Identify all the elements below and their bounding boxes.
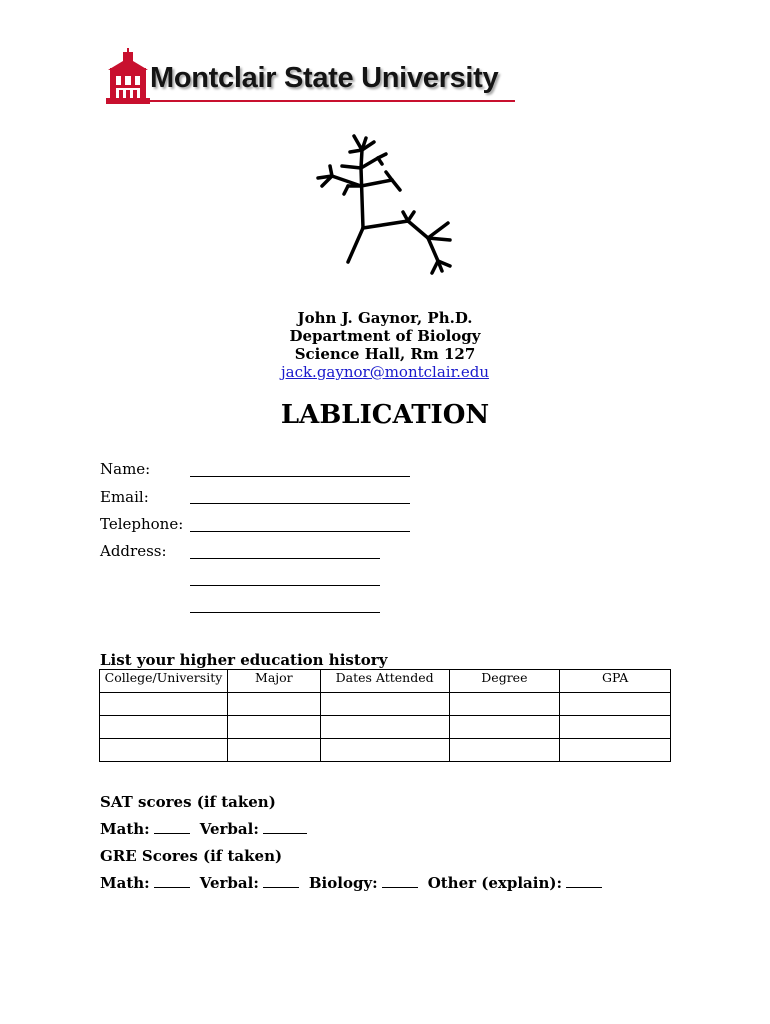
table-cell[interactable] — [560, 693, 671, 716]
column-header: Degree — [449, 670, 560, 693]
gre-heading: GRE Scores (if taken) — [100, 847, 283, 865]
logo-divider — [150, 100, 515, 102]
table-cell[interactable] — [227, 693, 320, 716]
table-header-row — [100, 670, 671, 693]
table-row — [100, 739, 671, 762]
gre-biology-label: Biology: — [308, 874, 378, 892]
contact-email-link[interactable]: jack.gaynor@montclair.edu — [280, 363, 490, 381]
sat-scores-row — [100, 820, 307, 838]
gre-verbal-label: Verbal: — [199, 874, 259, 892]
address-field-line-3[interactable] — [190, 612, 380, 613]
contact-name: John J. Gaynor, Ph.D. — [297, 309, 473, 327]
email-label: Email: — [100, 488, 149, 506]
table-row — [100, 716, 671, 739]
column-header: Major — [227, 670, 320, 693]
table-row — [100, 693, 671, 716]
table-cell[interactable] — [449, 739, 560, 762]
table-cell[interactable] — [560, 739, 671, 762]
table-cell[interactable] — [320, 739, 449, 762]
email-field[interactable] — [190, 503, 410, 504]
sat-verbal-field[interactable] — [263, 832, 307, 834]
sat-heading: SAT scores (if taken) — [100, 793, 276, 811]
address-field-line-1[interactable] — [190, 558, 380, 559]
address-label: Address: — [100, 542, 167, 560]
gre-scores-row — [100, 874, 602, 892]
phylogenetic-tree-icon — [310, 128, 460, 278]
table-cell[interactable] — [227, 739, 320, 762]
name-field[interactable] — [190, 476, 410, 477]
telephone-label: Telephone: — [100, 515, 184, 533]
table-cell[interactable] — [560, 716, 671, 739]
form-title: LABLICATION — [280, 400, 490, 430]
gre-math-field[interactable] — [154, 886, 190, 888]
gre-verbal-field[interactable] — [263, 886, 299, 888]
table-cell[interactable] — [449, 716, 560, 739]
college-hall-icon — [104, 48, 152, 106]
university-logo — [104, 48, 152, 106]
table-cell[interactable] — [320, 693, 449, 716]
contact-location: Science Hall, Rm 127 — [294, 345, 476, 363]
sat-math-label: Math: — [100, 820, 150, 838]
column-header: Dates Attended — [320, 670, 449, 693]
gre-other-field[interactable] — [566, 886, 602, 888]
gre-other-label: Other (explain): — [427, 874, 562, 892]
table-cell[interactable] — [100, 739, 228, 762]
gre-biology-field[interactable] — [382, 886, 418, 888]
name-label: Name: — [100, 460, 151, 478]
column-header: College/University — [100, 670, 228, 693]
table-cell[interactable] — [320, 716, 449, 739]
address-field-line-2[interactable] — [190, 585, 380, 586]
table-cell[interactable] — [100, 693, 228, 716]
sat-verbal-label: Verbal: — [199, 820, 259, 838]
sat-math-field[interactable] — [154, 832, 190, 834]
university-name: Montclair State University — [150, 62, 499, 94]
education-heading: List your higher education history — [100, 651, 388, 669]
gre-math-label: Math: — [100, 874, 150, 892]
telephone-field[interactable] — [190, 531, 410, 532]
education-table — [99, 669, 671, 762]
column-header: GPA — [560, 670, 671, 693]
contact-department: Department of Biology — [289, 327, 481, 345]
table-cell[interactable] — [227, 716, 320, 739]
table-cell[interactable] — [100, 716, 228, 739]
table-cell[interactable] — [449, 693, 560, 716]
